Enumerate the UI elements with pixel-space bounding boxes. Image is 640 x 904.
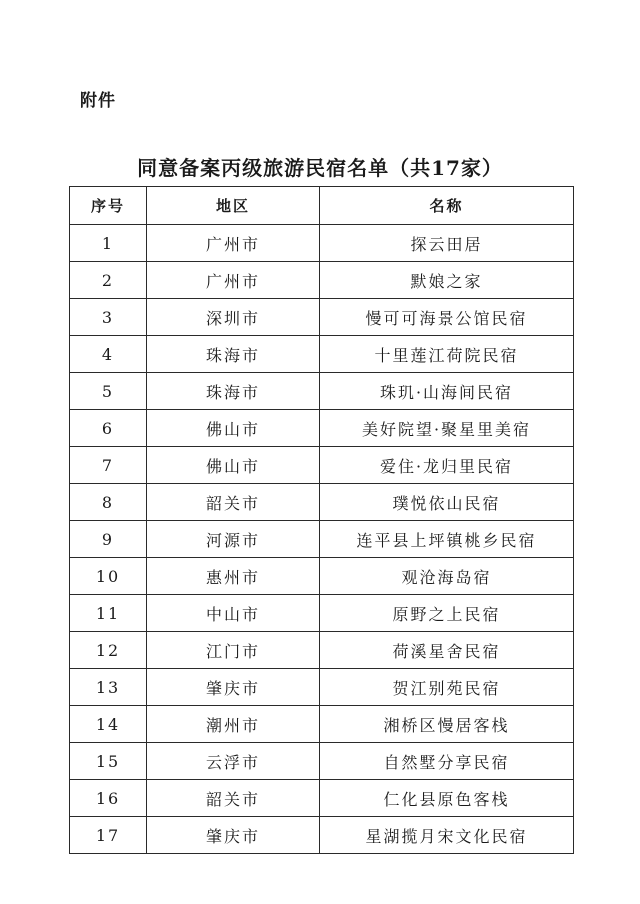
row-number: 1	[70, 225, 147, 262]
row-homestay-name: 原野之上民宿	[320, 595, 574, 632]
row-number: 2	[70, 262, 147, 299]
row-homestay-name: 湘桥区慢居客栈	[320, 706, 574, 743]
row-region: 惠州市	[147, 558, 320, 595]
table-row	[70, 743, 574, 780]
attachment-label: 附件	[80, 91, 116, 111]
row-region: 云浮市	[147, 743, 320, 780]
row-homestay-name: 爱住·龙归里民宿	[320, 447, 574, 484]
column-header-name: 名称	[320, 187, 574, 225]
row-region: 中山市	[147, 595, 320, 632]
row-region: 佛山市	[147, 447, 320, 484]
row-homestay-name: 探云田居	[320, 225, 574, 262]
row-homestay-name: 贺江别苑民宿	[320, 669, 574, 706]
row-homestay-name: 自然墅分享民宿	[320, 743, 574, 780]
row-region: 珠海市	[147, 336, 320, 373]
table-row	[70, 299, 574, 336]
row-number: 11	[70, 595, 147, 632]
row-region: 广州市	[147, 262, 320, 299]
table-row	[70, 225, 574, 262]
table-row	[70, 632, 574, 669]
table-row	[70, 484, 574, 521]
table-row	[70, 595, 574, 632]
row-number: 8	[70, 484, 147, 521]
homestay-list-table	[69, 186, 574, 854]
row-number: 5	[70, 373, 147, 410]
table-row	[70, 336, 574, 373]
table-row	[70, 780, 574, 817]
table-row	[70, 447, 574, 484]
row-number: 15	[70, 743, 147, 780]
table-row	[70, 521, 574, 558]
row-region: 肇庆市	[147, 817, 320, 854]
table-row	[70, 817, 574, 854]
row-homestay-name: 仁化县原色客栈	[320, 780, 574, 817]
row-region: 河源市	[147, 521, 320, 558]
table-row	[70, 558, 574, 595]
table-header-row	[70, 187, 574, 225]
document-title: 同意备案丙级旅游民宿名单（共17家）	[137, 156, 503, 180]
row-homestay-name: 璞悦依山民宿	[320, 484, 574, 521]
row-region: 韶关市	[147, 484, 320, 521]
row-number: 13	[70, 669, 147, 706]
row-number: 17	[70, 817, 147, 854]
row-region: 肇庆市	[147, 669, 320, 706]
row-region: 珠海市	[147, 373, 320, 410]
row-number: 10	[70, 558, 147, 595]
table-row	[70, 262, 574, 299]
row-number: 6	[70, 410, 147, 447]
row-region: 江门市	[147, 632, 320, 669]
row-number: 3	[70, 299, 147, 336]
column-header-region: 地区	[147, 187, 320, 225]
row-homestay-name: 珠玑·山海间民宿	[320, 373, 574, 410]
row-homestay-name: 美好院望·聚星里美宿	[320, 410, 574, 447]
row-number: 14	[70, 706, 147, 743]
row-region: 韶关市	[147, 780, 320, 817]
row-homestay-name: 十里莲江荷院民宿	[320, 336, 574, 373]
row-region: 潮州市	[147, 706, 320, 743]
table-row	[70, 669, 574, 706]
row-homestay-name: 连平县上坪镇桃乡民宿	[320, 521, 574, 558]
row-region: 深圳市	[147, 299, 320, 336]
column-header-number: 序号	[70, 187, 147, 225]
row-homestay-name: 荷溪星舍民宿	[320, 632, 574, 669]
row-number: 12	[70, 632, 147, 669]
row-homestay-name: 默娘之家	[320, 262, 574, 299]
table-row	[70, 410, 574, 447]
row-homestay-name: 慢可可海景公馆民宿	[320, 299, 574, 336]
row-region: 佛山市	[147, 410, 320, 447]
row-region: 广州市	[147, 225, 320, 262]
row-homestay-name: 观沧海岛宿	[320, 558, 574, 595]
row-number: 4	[70, 336, 147, 373]
row-homestay-name: 星湖揽月宋文化民宿	[320, 817, 574, 854]
row-number: 7	[70, 447, 147, 484]
row-number: 16	[70, 780, 147, 817]
table-row	[70, 706, 574, 743]
table-row	[70, 373, 574, 410]
row-number: 9	[70, 521, 147, 558]
